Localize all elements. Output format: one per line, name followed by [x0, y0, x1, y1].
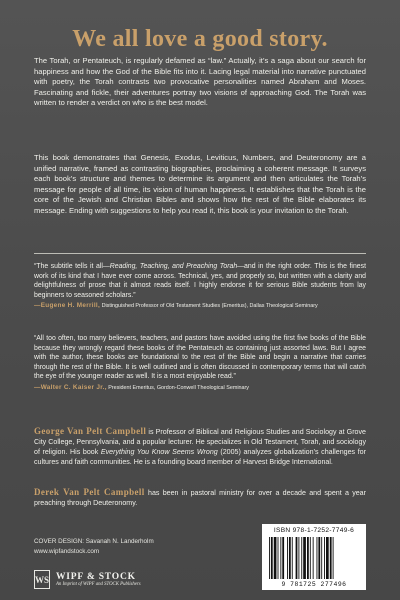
isbn-label: ISBN 978-1-7252-7749-6 [273, 527, 355, 534]
bio-book-title: Everything You Know Seems Wrong [100, 448, 218, 456]
bio-text: is Professor of Biblical and Religious Studies and Sociology at Grove City College, Pennsylvania, and a popular lecturer. He specializes in Old Testament, Torah, and sociology of religion. His book [34, 428, 366, 456]
blurb-paragraph-2: This book demonstrates that Genesis, Exodus, Leviticus, Numbers, and Deuteronomy are a unified narrative, framed as contrasting biographies, proclaiming a coherent message. It surveys each book’s structure and themes to determine its argument and then articulates the Torah’s message for people of all time, its vision of human happiness. It establishes that the Torah is the core of the Jewish and Christian Bibles and shows how the rest of the Bible elaborates its message. Ending with suggestions to help you read it, this book is your invitation to the Torah. [34, 153, 366, 215]
author-bio-derek [34, 487, 366, 508]
endorser-role: Distinguished Professor of Old Testament Studies (Emeritus), Dallas Theological Seminary [100, 303, 318, 310]
endorsement-attribution [34, 383, 366, 394]
author-name: George Van Pelt Campbell [34, 426, 147, 436]
endorsement-text: “The subtitle tells it all— [34, 263, 110, 270]
blurb-paragraph-1: The Torah, or Pentateuch, is regularly defamed as “law.” Actually, it’s a saga about our search for happiness and how the God of the Bible fits into it. Lacing legal material into narrative punctuated with poetry, the Torah contrasts two provocative personalities named Abraham and Moses. Fascinating and fickle, their adventures portray two visions of approaching God. The Torah was written to render a verdict on who is the best model. [34, 56, 366, 107]
barcode-digits: 9 781725 277496 [281, 581, 347, 588]
publisher-website: www.wipfandstock.com [34, 548, 100, 555]
endorser-name: —Walter C. Kaiser Jr., [34, 383, 107, 391]
barcode-icon [268, 537, 360, 579]
barcode-panel [262, 524, 366, 590]
author-bio-george [34, 426, 366, 467]
endorsement-attribution [34, 301, 366, 312]
cover-design-credit: COVER DESIGN: Savanah N. Landerholm [34, 538, 154, 545]
headline: We all love a good story. [72, 26, 328, 52]
endorser-name: —Eugene H. Merrill, [34, 302, 101, 310]
endorsement-text: “All too often, too many believers, teachers, and pastors have avoided using the first five books of the Bible because they wrongly regard these books of the Pentateuch as containing just assorted laws. But I agree with the author, these books are foundational to the rest of the Bible and begin a narrative that carries through the rest of the Bible. It is well outlined and is often discussed in contemporary terms that will catch the eye of the younger reader as well. It is a most enjoyable read.” [34, 335, 366, 381]
endorsement-kaiser [34, 334, 366, 394]
endorser-role: President Emeritus, Gordon-Conwell Theological Seminary [106, 384, 249, 391]
publisher-mark-icon: WS [34, 570, 50, 589]
divider-rule [34, 253, 366, 254]
author-name: Derek Van Pelt Campbell [34, 487, 145, 497]
bio-text: (2005) analyzes globalization’s challenges for cultures and faith communities. He is a founding board member of Harvest Bridge International. [34, 448, 366, 466]
endorsement-book-title: Reading, Teaching, and Preaching Torah [109, 263, 238, 270]
publisher-tagline: An Imprint of WIPF and STOCK Publishers [56, 582, 141, 587]
endorsement-merrill [34, 262, 366, 312]
publisher-name: WIPF & STOCK [56, 572, 136, 582]
publisher-logo [34, 570, 141, 589]
endorsement-text: —and in the right order. This is the finest work of its kind that I have ever come across. Technical, yes, and properly so, but written with a clarity and delightfulness of prose that it almost reads itself. I highly endorse it for serious Bible students from lay beginners to seasoned scholars.” [34, 263, 366, 299]
bio-text: has been in pastoral ministry for over a decade and spent a year preaching through Deuteronomy. [34, 489, 366, 507]
